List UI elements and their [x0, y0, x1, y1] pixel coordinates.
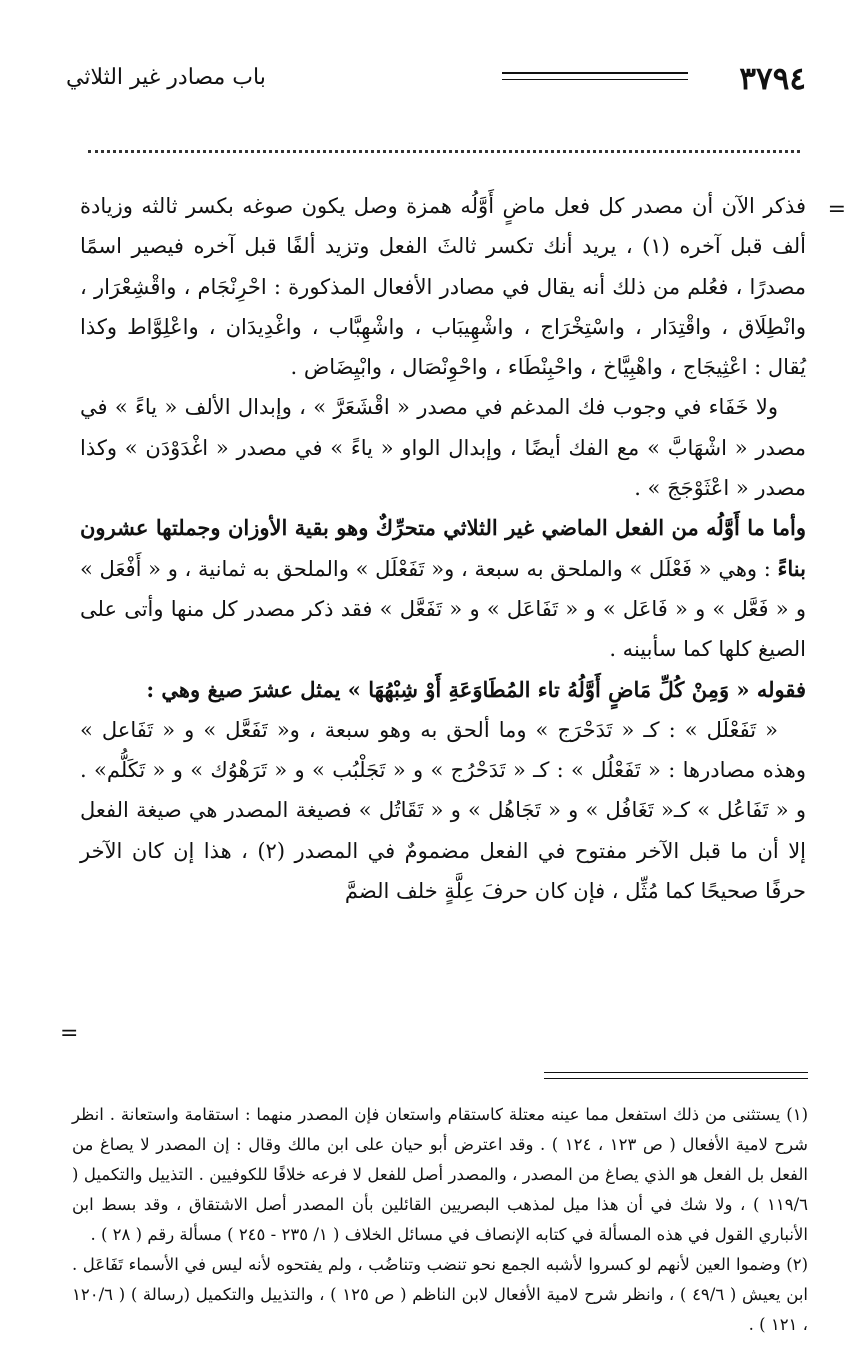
page-header: [66, 58, 806, 110]
paragraph: « تَفَعْلَل » : كـ « تَدَحْرَج » وما ألحق به وهو سبعة ، و« تَفَعَّل » و « تَفَاعل » وهذه مصادرها : « تَفَعْلُل » : كـ « تَدَحْرُج » و « تَجَلْبُب » و « تَرَهْوُك » و « تَكَلُّم» . و « تَفَاعُل » كـ« تَغَافُل » و « تَجَاهُل » و « تَقَاتُل » فصيغة المصدر هي صيغة الفعل إلا أن ما قبل الآخر مفتوح في الفعل مضمومٌ في المصدر (٢) ، هذا إن كان الآخر حرفًا صحيحًا كما مُثِّل ، فإن كان حرفَ عِلَّةٍ خلف الضمَّ: [80, 717, 806, 904]
paragraph: [80, 670, 806, 710]
header-rule-thin: [502, 79, 688, 80]
bold-lead: فقوله « وَمِنْ كُلِّ مَاضٍ أَوَّلُهُ تاء المُطَاوَعَةِ أَوْ شِبْهُهَا » يمثل عشرَ صيغ وهي :: [146, 676, 806, 702]
paragraph: فذكر الآن أن مصدر كل فعل ماضٍ أَوَّلُه همزة وصل يكون صوغه بكسر ثالثه وزيادة ألف قبل آخره (١) ، يريد أنك تكسر ثالثَ الفعل وتزيد ألفًا قبل آخره فيصير اسمًا مصدرًا ، فعُلم من ذلك أنه يقال في مصادر الأفعال المذكورة : احْرِنْجَام ، واقْشِعْرَار ، وانْطِلَاق ، واقْتِدَار ، واسْتِخْرَاج ، واشْهِيبَاب ، واشْهِبَّاب ، واغْدِيدَان ، واعْلِوَّاط وكذا يُقال : اعْثِيجَاج ، واهْبِيَّاخ ، واحْبِنْطَاء ، واحْوِنْصَال ، وابْيِضَاض .: [80, 194, 807, 380]
bold-lead: وأما ما أَوَّلُه من الفعل الماضي غير الثلاثي متحرِّكٌ وهو بقية الأوزان وجملتها عشرون بناءً: [80, 515, 806, 581]
main-text: [80, 186, 806, 911]
continuation-mark-top: =: [827, 197, 846, 222]
continuation-mark-bottom: =: [60, 1021, 79, 1046]
footnote-1: (١) يستثنى من ذلك استفعل مما عينه معتلة كاستقام واستعان فإن المصدر منهما : استقامة واستعانة . انظر شرح لامية الأفعال ( ص ١٢٣ ، ١٢٤ ) . وقد اعترض أبو حيان على ابن مالك وقال : إن المصدر لا يصاغ من الفعل بل الفعل هو الذي يصاغ من المصدر ، والمصدر أصل للفعل لا فرعه خلافًا للكوفيين . التذييل والتكميل ( ١١٩/٦ ) ، ولا شك في أن هذا ميل لمذهب البصريين القائلين بأن المصدر أصل الاشتقاق ، وقد بسط ابن الأنباري القول في هذه المسألة في كتابه الإنصاف في مسائل الخلاف ( ١/ ٢٣٥ - ٢٤٥ ) مسألة رقم ( ٢٨ ) .: [72, 1105, 809, 1244]
footnote-2: (٢) وضموا العين لأنهم لو كسروا لأشبه الجمع نحو تنضب وتناضُب ، ولم يفتحوه لأنه ليس في الأسماء تَفَاعَل . ابن يعيش ( ٤٩/٦ ) ، وانظر شرح لامية الأفعال لابن الناظم ( ص ١٢٥ ) ، والتذييل والتكميل (رسالة ) ( ١٢٠/٦ ، ١٢١ ) .: [72, 1255, 809, 1334]
header-rule: [502, 72, 688, 74]
page-number: ٣٧٩٤: [739, 61, 806, 97]
paragraph-text: : وهي « فَعْلَل » والملحق به سبعة ، و« تَفَعْلَل » والملحق به ثمانية ، و « أَفْعَل » و « فَعَّل » و « فَاعَل » و « تَفَاعَل » و « تَفَعَّل » فقد ذكر مصدر كل منها وأتى على الصيغ كلها كما سأبينه .: [80, 556, 806, 662]
paragraph: [80, 508, 806, 669]
footnote-rule-second: [544, 1078, 808, 1079]
dotted-separator: [88, 136, 800, 153]
footnote-rule: [544, 1072, 808, 1073]
paragraph: ولا خَفَاء في وجوب فك المدغم في مصدر « اقْشَعَرَّ » ، وإبدال الألف « ياءً » في مصدر « اشْهَابَّ » مع الفك أيضًا ، وإبدال الواو « ياءً » في مصدر « اغْدَوْدَن » وكذا مصدر « اعْثَوْجَجَ » .: [80, 395, 806, 501]
running-title: باب مصادر غير الثلاثي: [66, 65, 266, 90]
footnotes: [72, 1100, 808, 1340]
